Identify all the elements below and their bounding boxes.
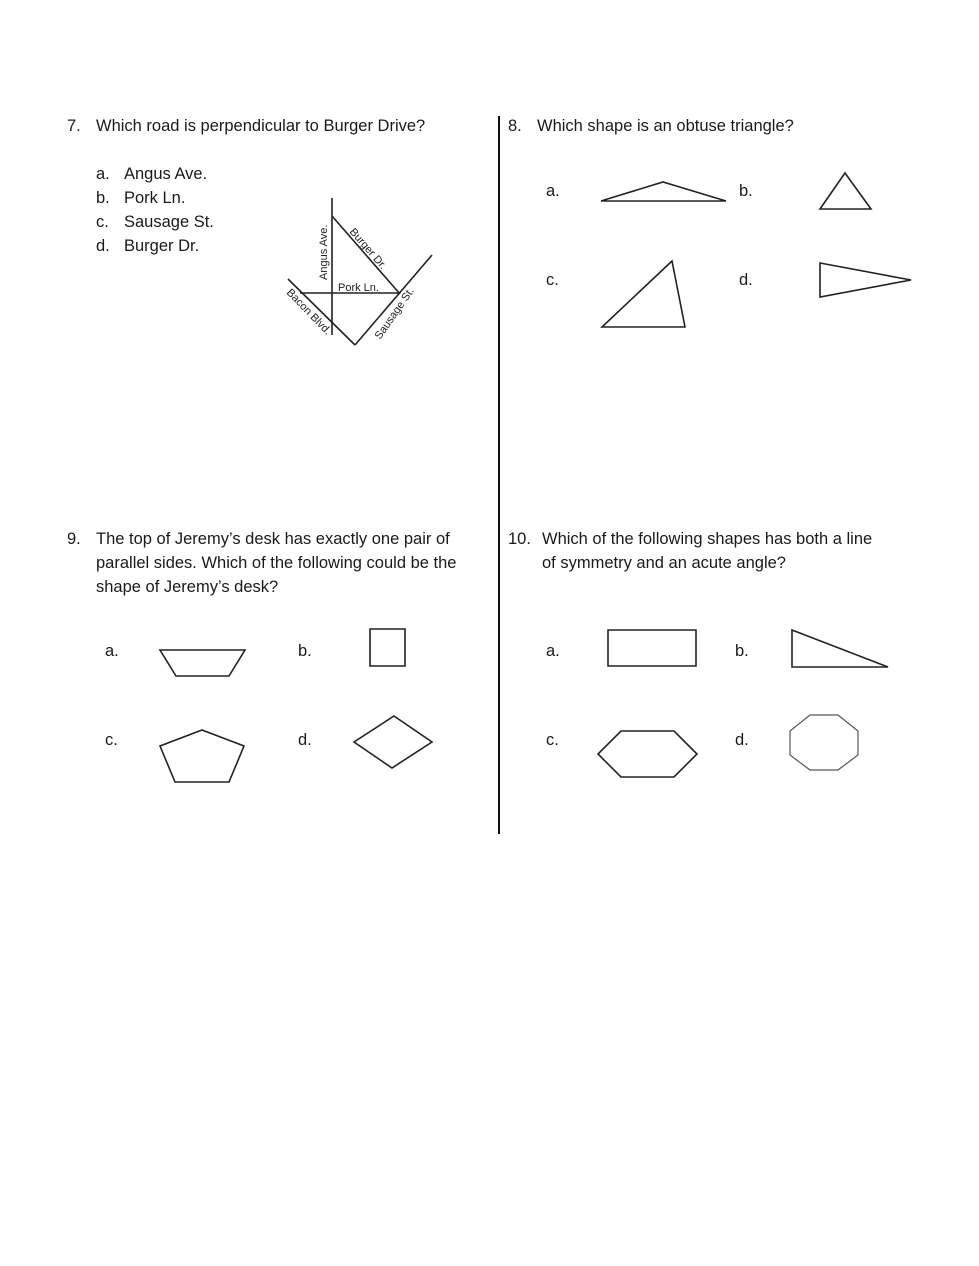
burger-dr-label: Burger Dr.: [346, 226, 389, 272]
bacon-blvd-label: Bacon Blvd.: [283, 286, 334, 338]
option-letter-b[interactable]: b.: [739, 182, 753, 200]
option-letter-c[interactable]: c.: [546, 731, 559, 749]
pork-ln-label: Pork Ln.: [338, 282, 379, 294]
hexagon-shape[interactable]: [596, 729, 700, 781]
option-letter-b[interactable]: b.: [735, 642, 749, 660]
option-letter-a[interactable]: a.: [105, 642, 119, 660]
square-shape[interactable]: [368, 627, 408, 669]
option-letter-d[interactable]: d.: [735, 731, 749, 749]
trapezoid-shape[interactable]: [158, 647, 248, 679]
option-letter-b[interactable]: b.: [298, 642, 312, 660]
option-letter-d[interactable]: d.: [298, 731, 312, 749]
option-angus-ave[interactable]: Angus Ave.: [124, 165, 208, 183]
question-text: Which shape is an obtuse triangle?: [537, 117, 794, 135]
question-number: 8.: [508, 117, 522, 135]
obtuse-triangle-shape[interactable]: [600, 180, 728, 204]
right-triangle-shape[interactable]: [790, 628, 891, 670]
street-map: [270, 190, 450, 360]
sausage-st-label: Sausage St.: [372, 285, 417, 342]
angus-ave-label: Angus Ave.: [318, 224, 330, 280]
column-divider: [498, 116, 500, 834]
right-triangle-shape[interactable]: [600, 259, 690, 331]
question-text-line-1: Which of the following shapes has both a line: [542, 530, 873, 548]
option-letter: c.: [96, 213, 109, 231]
pentagon-shape[interactable]: [157, 728, 247, 785]
option-letter-a[interactable]: a.: [546, 182, 560, 200]
acute-triangle-shape[interactable]: [818, 261, 914, 299]
question-number: 7.: [67, 117, 81, 135]
option-letter-c[interactable]: c.: [546, 271, 559, 289]
question-number: 10.: [508, 530, 531, 548]
option-letter: d.: [96, 237, 110, 255]
option-letter-a[interactable]: a.: [546, 642, 560, 660]
question-text-line-2: parallel sides. Which of the following could be the: [96, 554, 457, 572]
octagon-shape[interactable]: [788, 713, 862, 773]
question-text-line-1: The top of Jeremy’s desk has exactly one pair of: [96, 530, 450, 548]
option-sausage-st[interactable]: Sausage St.: [124, 213, 214, 231]
question-text-line-2: of symmetry and an acute angle?: [542, 554, 786, 572]
option-letter: a.: [96, 165, 110, 183]
question-text: Which road is perpendicular to Burger Drive?: [96, 117, 426, 135]
question-text-line-3: shape of Jeremy’s desk?: [96, 578, 279, 596]
option-letter: b.: [96, 189, 110, 207]
equilateral-triangle-shape[interactable]: [818, 171, 874, 211]
rhombus-shape[interactable]: [352, 714, 434, 771]
rectangle-shape[interactable]: [606, 628, 699, 669]
question-number: 9.: [67, 530, 81, 548]
option-letter-d[interactable]: d.: [739, 271, 753, 289]
option-letter-c[interactable]: c.: [105, 731, 118, 749]
option-pork-ln[interactable]: Pork Ln.: [124, 189, 186, 207]
sausage-st-line: [355, 255, 432, 345]
option-burger-dr[interactable]: Burger Dr.: [124, 237, 200, 255]
